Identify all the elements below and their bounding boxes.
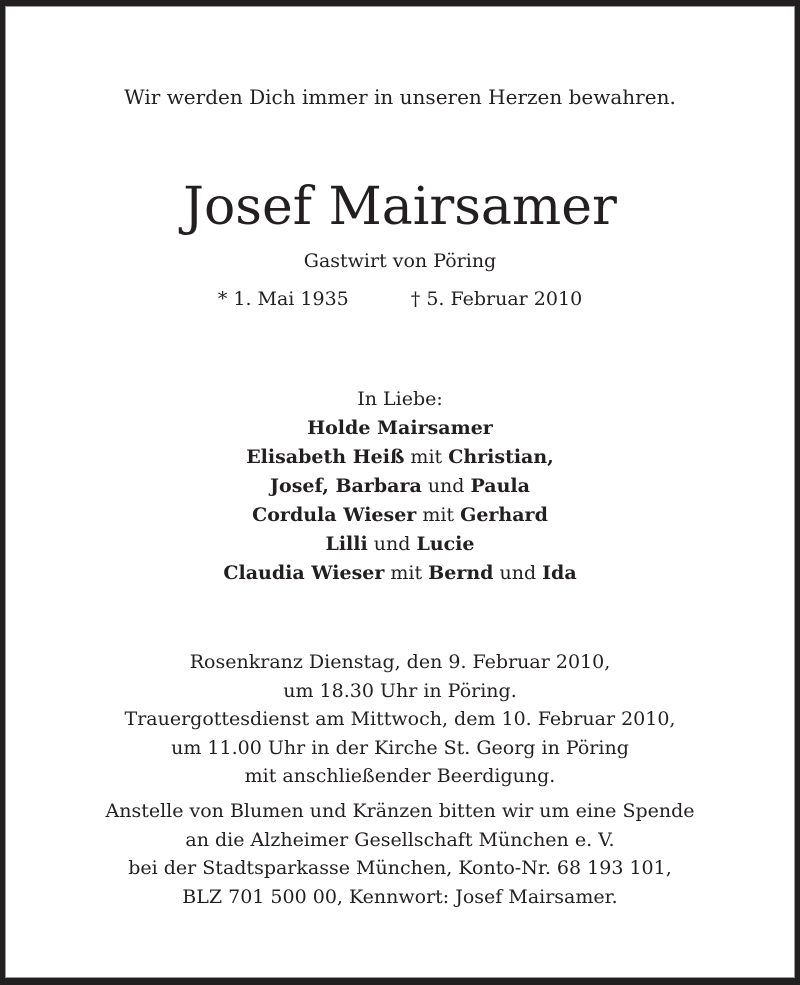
service-info	[6, 648, 794, 791]
mourner-name: Josef, Barbara	[270, 475, 422, 497]
connector-text: und	[421, 475, 471, 497]
mourner-name: Elisabeth Heiß	[246, 446, 405, 468]
mourner-line	[6, 472, 794, 501]
mourner-name: Cordula Wieser	[252, 504, 417, 526]
service-line: um 11.00 Uhr in der Kirche St. Georg in Pöring	[171, 736, 629, 759]
mourner-name: Gerhard	[460, 504, 548, 526]
mourner-name: Christian,	[448, 446, 554, 468]
mourner-name: Lucie	[416, 533, 475, 555]
mourners-list	[6, 414, 794, 588]
obituary-notice	[5, 6, 795, 978]
mourner-line	[6, 530, 794, 559]
mourner-name: Ida	[542, 562, 577, 584]
service-line: Rosenkranz Dienstag, den 9. Februar 2010,	[189, 651, 611, 673]
donation-line: BLZ 701 500 00, Kennwort: Josef Mairsamer.	[182, 885, 618, 908]
connector-text: mit	[384, 562, 429, 584]
mourner-line	[6, 443, 794, 472]
donation-line: Anstelle von Blumen und Kränzen bitten wir um eine Spende	[105, 800, 695, 822]
life-dates	[6, 288, 794, 310]
mourner-name: Paula	[470, 475, 530, 497]
mourner-name: Lilli	[325, 533, 368, 555]
mourners-block	[6, 385, 794, 588]
service-line: Trauergottesdienst am Mittwoch, dem 10. Februar 2010,	[124, 708, 676, 730]
connector-text: und	[367, 533, 417, 555]
service-line: um 18.30 Uhr in Pöring.	[283, 679, 517, 702]
motto: Wir werden Dich immer in unseren Herzen bewahren.	[124, 85, 676, 109]
deceased-title: Gastwirt von Pöring	[303, 250, 497, 272]
mourner-line	[6, 559, 794, 588]
mourner-name: Holde Mairsamer	[307, 417, 493, 439]
mourner-line	[6, 501, 794, 530]
death-date: † 5. Februar 2010	[410, 288, 583, 310]
connector-text: mit	[404, 446, 449, 468]
donation-line: an die Alzheimer Gesellschaft München e. V.	[185, 828, 615, 851]
deceased-name: Josef Mairsamer	[183, 177, 617, 237]
service-line: mit anschließender Beerdigung.	[244, 765, 556, 787]
connector-text: mit	[416, 504, 461, 526]
connector-text: und	[493, 562, 543, 584]
mourner-name: Claudia Wieser	[223, 562, 385, 584]
donation-info	[6, 797, 794, 911]
mourner-line	[6, 414, 794, 443]
mourner-name: Bernd	[428, 562, 494, 584]
birth-date: * 1. Mai 1935	[217, 288, 349, 310]
mourners-intro: In Liebe:	[357, 388, 443, 410]
donation-line: bei der Stadtsparkasse München, Konto-Nr. 68 193 101,	[128, 857, 672, 879]
